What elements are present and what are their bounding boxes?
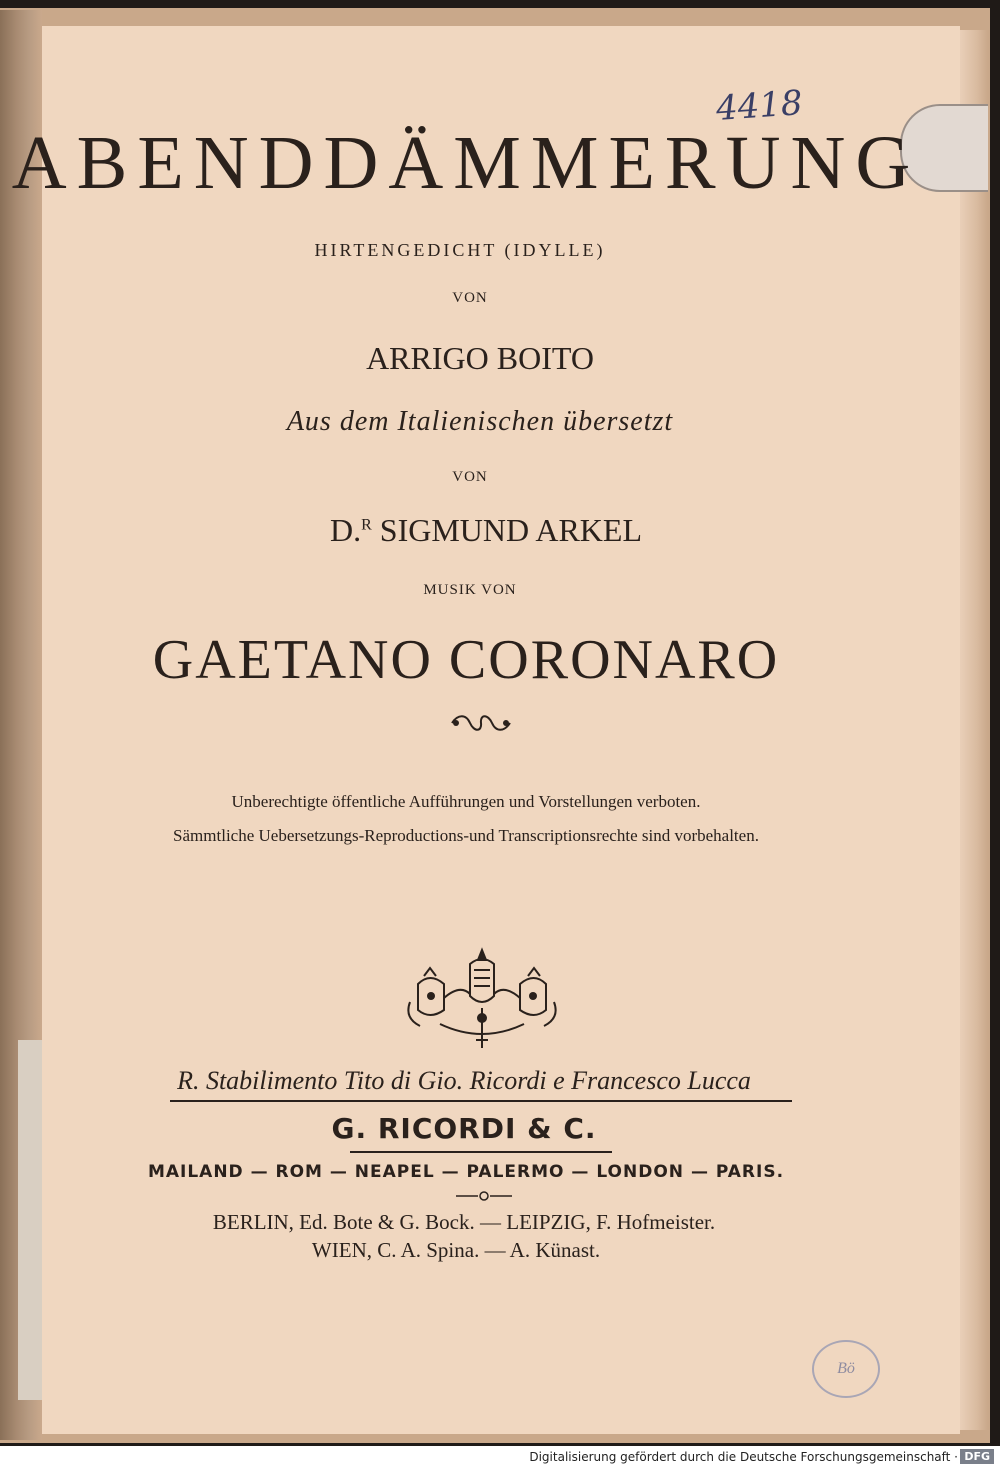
composer-name: GAETANO CORONARO xyxy=(152,629,780,691)
publisher-rule xyxy=(170,1100,792,1102)
dfg-logo-icon: DFG xyxy=(960,1449,994,1464)
translation-note: Aus dem Italienischen übersetzt xyxy=(286,406,674,437)
author-name: ARRIGO BOITO xyxy=(366,340,594,376)
publisher-crest-icon xyxy=(400,944,564,1054)
agents-wien: WIEN, C. A. Spina. — A. Künast. xyxy=(311,1238,601,1262)
publisher-name: G. RICORDI & C. xyxy=(331,1112,597,1145)
publisher-cities: MAILAND — ROM — NEAPEL — PALERMO — LONDON — PARIS. xyxy=(147,1162,785,1182)
page-edge xyxy=(960,30,988,1430)
by-label-translator: VON xyxy=(452,469,488,485)
rights-notice: Sämmtliche Uebersetzungs-Reproductions-und Transcriptionsrechte sind vorbehalten. xyxy=(173,826,759,845)
work-subtitle: HIRTENGEDICHT (IDYLLE) xyxy=(314,240,606,260)
library-stamp: Bö xyxy=(812,1340,880,1398)
funding-credit: Digitalisierung gefördert durch die Deutsche Forschungsgemeinschaft · xyxy=(529,1450,958,1464)
publisher-underline xyxy=(350,1151,612,1153)
performance-notice: Unberechtigte öffentliche Aufführungen und Vorstellungen verboten. xyxy=(231,792,701,811)
agents-berlin-leipzig: BERLIN, Ed. Bote & G. Bock. — LEIPZIG, F. Hofmeister. xyxy=(212,1210,716,1234)
by-label: VON xyxy=(452,290,488,306)
translator-superscript: R xyxy=(361,516,372,534)
translator-surname: SIGMUND ARKEL xyxy=(371,512,642,548)
translator-name xyxy=(0,512,986,549)
publisher-establishment: R. Stabilimento Tito di Gio. Ricordi e Francesco Lucca xyxy=(177,1066,751,1095)
music-by-label: MUSIK VON xyxy=(423,582,517,598)
divider-ornament-icon xyxy=(454,1190,514,1202)
translator-prefix: D. xyxy=(329,512,362,548)
handwritten-shelfmark: 4418 xyxy=(714,83,804,129)
ornament-flourish-icon xyxy=(448,712,514,734)
work-title: ABENDDÄMMERUNG xyxy=(11,121,921,205)
